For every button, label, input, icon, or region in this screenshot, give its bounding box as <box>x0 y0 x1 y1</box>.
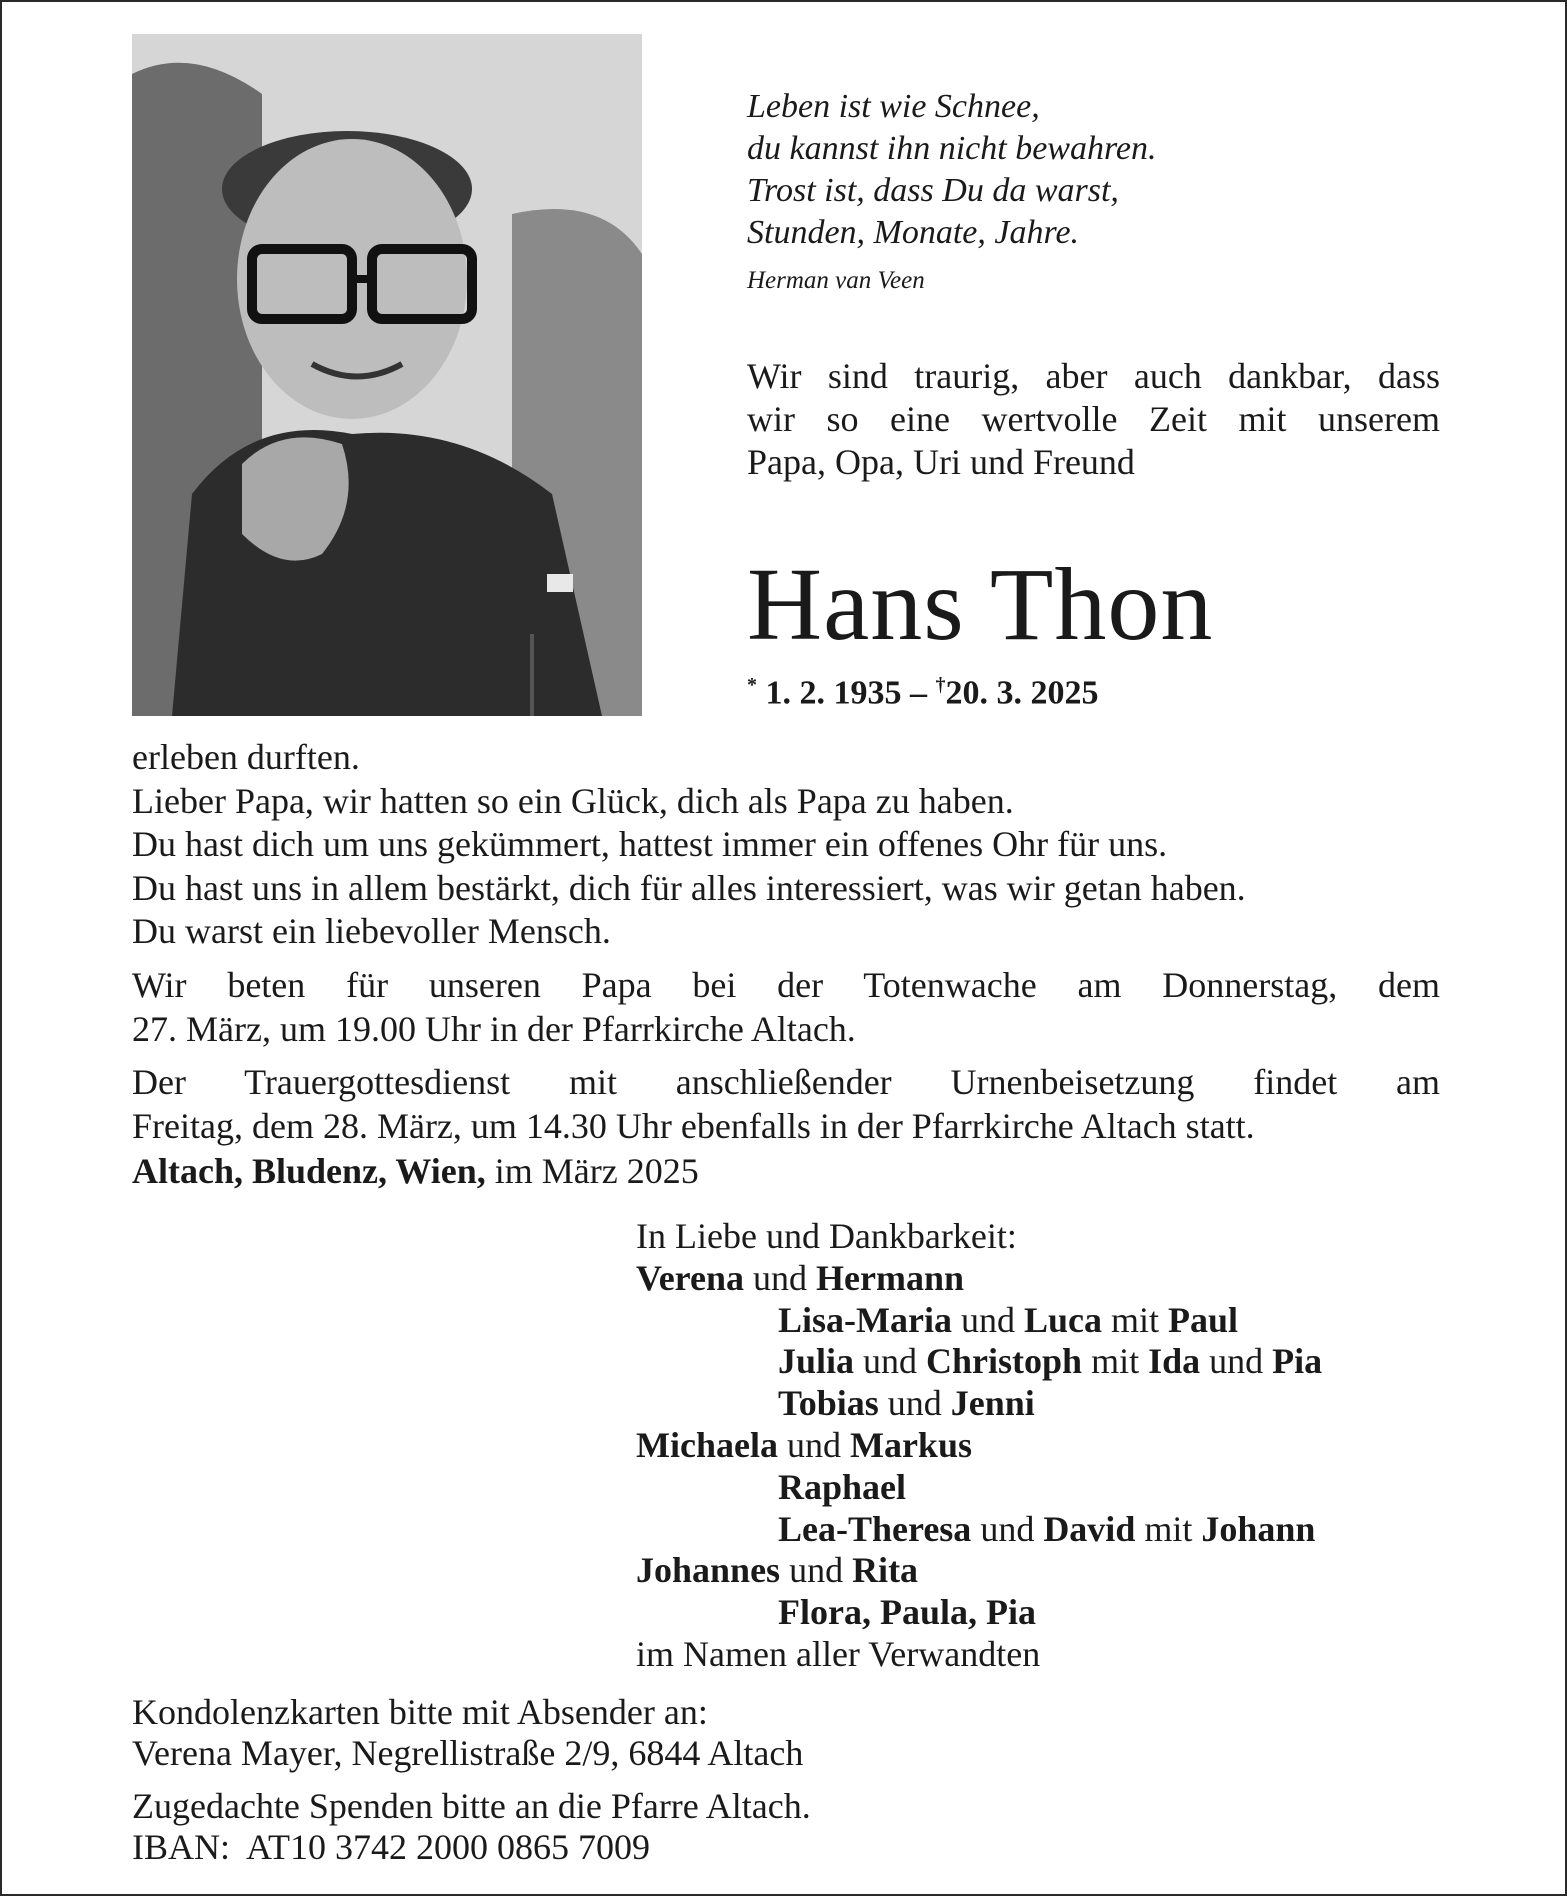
date-separator: – <box>910 674 927 712</box>
condolence-address: Verena Mayer, Negrellistraße 2/9, 6844 Altach <box>132 1733 804 1773</box>
intro-line: wir so eine wertvolle Zeit mit unserem <box>747 399 1440 439</box>
family-line <box>636 1509 1322 1551</box>
family-heading: In Liebe und Dankbarkeit: <box>636 1216 1017 1256</box>
family-name: Lisa-Maria <box>778 1299 952 1340</box>
family-closing: im Namen aller Verwandten <box>636 1633 1041 1674</box>
contact-info <box>132 1692 811 1868</box>
connector: mit <box>1102 1299 1169 1340</box>
body-paragraph-1 <box>132 736 1440 954</box>
connector: mit <box>1082 1341 1149 1382</box>
family-name: Julia <box>778 1341 855 1382</box>
family-line <box>636 1258 1322 1300</box>
family-name: Jenni <box>950 1383 1035 1424</box>
family-line <box>636 1383 1322 1425</box>
portrait-illustration <box>132 34 642 716</box>
connector: und <box>878 1383 951 1424</box>
poem-line: Stunden, Monate, Jahre. <box>747 214 1080 251</box>
poem-author: Herman van Veen <box>747 267 925 294</box>
family-name: Verena <box>636 1257 744 1298</box>
family-name: Christoph <box>926 1341 1083 1382</box>
body-line: Der Trauergottesdienst mit anschließender Urnenbeisetzung findet am <box>132 1062 1440 1103</box>
intro-text <box>747 355 1440 484</box>
connector: und <box>971 1508 1044 1549</box>
connector: und <box>744 1257 816 1298</box>
family-name: David <box>1043 1508 1136 1549</box>
family-name: Johann <box>1201 1508 1316 1549</box>
intro-line: Papa, Opa, Uri und Freund <box>747 442 1135 482</box>
body-paragraph-3 <box>132 1061 1440 1148</box>
family-name: Flora, Paula, Pia <box>778 1592 1036 1633</box>
death-symbol: † <box>935 674 946 696</box>
family-name: Pia <box>1272 1341 1323 1382</box>
family-name: Ida <box>1148 1341 1201 1382</box>
poem <box>747 86 1467 254</box>
body-line: Du hast dich um uns gekümmert, hattest immer ein offenes Ohr für uns. <box>132 824 1168 865</box>
poem-line: du kannst ihn nicht bewahren. <box>747 130 1157 167</box>
poem-line: Leben ist wie Schnee, <box>747 88 1040 125</box>
family-list <box>636 1216 1322 1676</box>
body-line: Du warst ein liebevoller Mensch. <box>132 911 611 952</box>
connector: und <box>951 1299 1024 1340</box>
iban: IBAN: AT10 3742 2000 0865 7009 <box>132 1827 651 1867</box>
body-line: Wir beten für unseren Papa bei der Totenwache am Donnerstag, dem <box>132 964 1440 1005</box>
life-dates <box>747 674 1099 712</box>
family-line <box>636 1425 1322 1467</box>
birth-symbol: * <box>747 674 757 696</box>
family-name: Hermann <box>816 1257 964 1298</box>
donations-line: Zugedachte Spenden bitte an die Pfarre Altach. <box>132 1786 811 1826</box>
connector: und <box>780 1550 853 1591</box>
family-line <box>636 1550 1322 1592</box>
body-line: erleben durften. <box>132 737 360 777</box>
family-line <box>636 1467 1322 1509</box>
family-name: Johannes <box>636 1550 781 1591</box>
body-paragraph-2 <box>132 964 1440 1051</box>
connector: und <box>1200 1341 1273 1382</box>
death-date: 20. 3. 2025 <box>945 674 1099 712</box>
family-name: Tobias <box>778 1383 879 1424</box>
condolence-cards-line: Kondolenzkarten bitte mit Absender an: <box>132 1692 708 1732</box>
family-name: Rita <box>852 1550 919 1591</box>
deceased-name: Hans Thon <box>747 547 1214 662</box>
body-line: Du hast uns in allem bestärkt, dich für alles interessiert, was wir getan haben. <box>132 867 1246 908</box>
obituary-body <box>132 736 1440 1148</box>
connector: und <box>854 1341 927 1382</box>
family-name: Paul <box>1168 1299 1239 1340</box>
intro-line: Wir sind traurig, aber auch dankbar, dass <box>747 356 1440 396</box>
birth-date: 1. 2. 1935 <box>765 674 902 712</box>
family-name: Luca <box>1023 1299 1102 1340</box>
family-line <box>636 1341 1322 1383</box>
family-name: Lea-Theresa <box>778 1508 972 1549</box>
body-line: Lieber Papa, wir hatten so ein Glück, dich als Papa zu haben. <box>132 780 1014 821</box>
body-line: 27. März, um 19.00 Uhr in der Pfarrkirche Altach. <box>132 1008 856 1049</box>
family-line <box>636 1592 1322 1634</box>
connector: und <box>777 1424 850 1465</box>
signoff <box>132 1150 699 1192</box>
portrait-photo <box>132 34 642 716</box>
body-line: Freitag, dem 28. März, um 14.30 Uhr ebenfalls in der Pfarrkirche Altach statt. <box>132 1105 1255 1146</box>
poem-line: Trost ist, dass Du da warst, <box>747 172 1119 209</box>
family-line <box>636 1300 1322 1342</box>
family-name: Michaela <box>636 1424 778 1465</box>
signoff-date: im März 2025 <box>485 1151 699 1191</box>
signoff-places: Altach, Bludenz, Wien, <box>132 1151 486 1191</box>
family-name: Markus <box>849 1424 972 1465</box>
family-name: Raphael <box>778 1466 907 1507</box>
connector: mit <box>1135 1508 1202 1549</box>
